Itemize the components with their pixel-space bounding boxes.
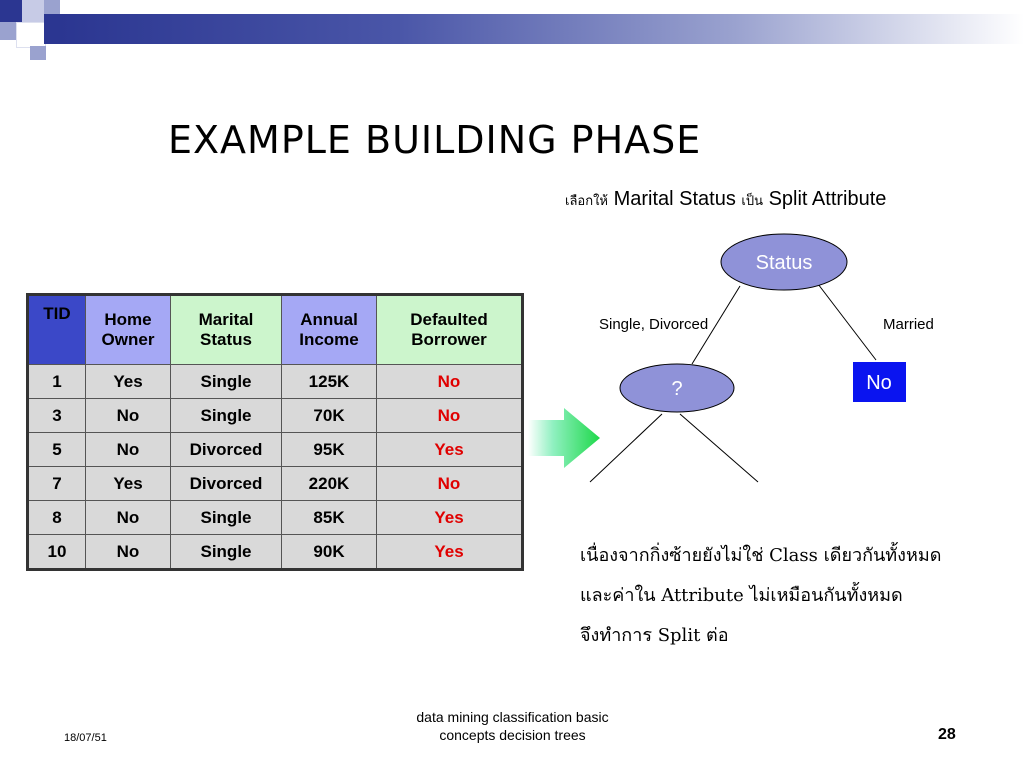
training-data-table xyxy=(26,293,524,571)
deco-square xyxy=(0,22,16,40)
cell-marital-status: Single xyxy=(171,501,282,535)
page-number: 28 xyxy=(938,726,956,743)
cell-home-owner: Yes xyxy=(86,467,171,501)
cell-marital-status: Single xyxy=(171,365,282,399)
branch-label-left: Single, Divorced xyxy=(599,316,709,333)
cell-home-owner: No xyxy=(86,501,171,535)
header-tid: TID xyxy=(28,295,86,365)
left-child-label: ? xyxy=(671,378,683,400)
leaf-node-label: No xyxy=(866,372,892,394)
cell-defaulted: Yes xyxy=(377,433,523,467)
footer-date: 18/07/51 xyxy=(64,732,107,744)
table-row xyxy=(28,501,523,535)
header-marital-status: Marital Status xyxy=(171,295,282,365)
cell-defaulted: No xyxy=(377,399,523,433)
cell-defaulted: Yes xyxy=(377,535,523,570)
footer-title-line: concepts decision trees xyxy=(439,727,586,743)
cell-marital-status: Divorced xyxy=(171,467,282,501)
table-row xyxy=(28,535,523,570)
deco-square xyxy=(44,0,60,14)
cell-annual-income: 220K xyxy=(282,467,377,501)
note-line: เนื่องจากกิ่งซ้ายยังไม่ใช่ Class เดียวกันทั้งหมด xyxy=(580,545,942,566)
cell-home-owner: No xyxy=(86,433,171,467)
cell-defaulted: No xyxy=(377,365,523,399)
note-line: และค่าใน Attribute ไม่เหมือนกันทั้งหมด xyxy=(580,585,903,606)
deco-square xyxy=(30,46,46,60)
slide-title: EXAMPLE BUILDING PHASE xyxy=(168,118,702,162)
header-home-owner: Home Owner xyxy=(86,295,171,365)
header-defaulted-borrower: Defaulted Borrower xyxy=(377,295,523,365)
edge-left-child-right xyxy=(680,414,758,482)
cell-annual-income: 95K xyxy=(282,433,377,467)
cell-tid: 5 xyxy=(28,433,86,467)
cell-annual-income: 70K xyxy=(282,399,377,433)
footer-title xyxy=(380,708,645,744)
table-header-row xyxy=(28,295,523,365)
decision-tree xyxy=(580,230,1000,490)
cell-tid: 1 xyxy=(28,365,86,399)
split-caption xyxy=(565,188,886,211)
cell-marital-status: Single xyxy=(171,535,282,570)
cell-tid: 7 xyxy=(28,467,86,501)
cell-tid: 10 xyxy=(28,535,86,570)
cell-marital-status: Divorced xyxy=(171,433,282,467)
cell-defaulted: Yes xyxy=(377,501,523,535)
cell-home-owner: No xyxy=(86,399,171,433)
caption-thai-mid: เป็น xyxy=(741,193,763,208)
deco-square xyxy=(0,0,22,22)
note-line: จึงทำการ Split ต่อ xyxy=(580,625,729,646)
edge-root-right xyxy=(818,284,876,360)
footer-title-line: data mining classification basic xyxy=(416,709,609,725)
cell-tid: 8 xyxy=(28,501,86,535)
caption-thai-prefix: เลือกให้ xyxy=(565,193,609,208)
branch-label-right: Married xyxy=(883,316,934,333)
cell-annual-income: 85K xyxy=(282,501,377,535)
cell-annual-income: 125K xyxy=(282,365,377,399)
cell-marital-status: Single xyxy=(171,399,282,433)
deco-square xyxy=(44,14,60,44)
edge-left-child-left xyxy=(590,414,662,482)
cell-home-owner: No xyxy=(86,535,171,570)
cell-defaulted: No xyxy=(377,467,523,501)
root-node-label: Status xyxy=(755,252,813,274)
caption-attribute: Marital Status xyxy=(613,188,736,210)
header-annual-income: Annual Income xyxy=(282,295,377,365)
table-row xyxy=(28,433,523,467)
deco-square xyxy=(16,22,46,48)
explanation-note xyxy=(580,536,941,656)
table-row xyxy=(28,467,523,501)
header-gradient-bar xyxy=(60,14,1024,44)
table-row xyxy=(28,365,523,399)
table-row xyxy=(28,399,523,433)
cell-tid: 3 xyxy=(28,399,86,433)
cell-home-owner: Yes xyxy=(86,365,171,399)
deco-square xyxy=(22,0,44,22)
cell-annual-income: 90K xyxy=(282,535,377,570)
caption-split-attribute: Split Attribute xyxy=(768,188,887,210)
